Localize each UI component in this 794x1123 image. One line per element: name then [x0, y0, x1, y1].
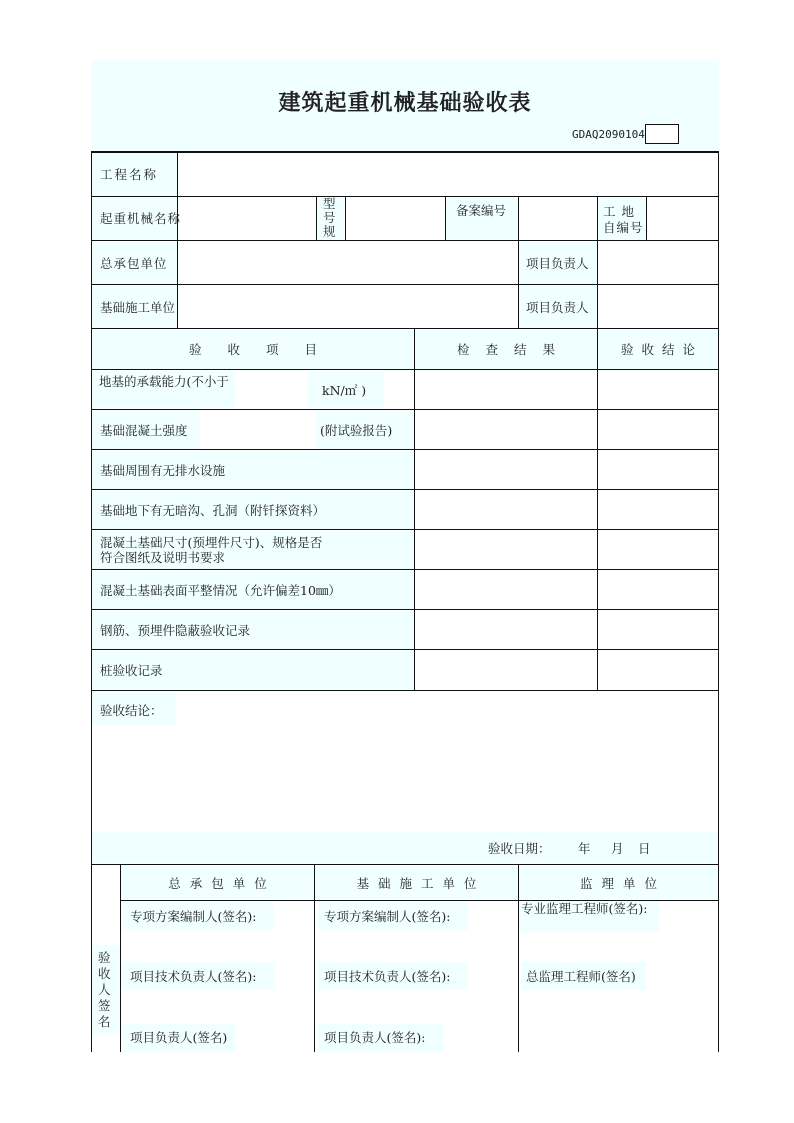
pm2-field[interactable] — [598, 285, 718, 328]
item-concrete-note: (附试验报告) — [320, 423, 393, 438]
rule — [91, 529, 719, 530]
item-bearing-unit: kN/㎡ ) — [322, 383, 367, 398]
rule — [91, 569, 719, 570]
rule — [316, 196, 317, 240]
rule — [120, 864, 121, 1052]
form-code-box[interactable] — [645, 124, 679, 144]
date-year: 年 — [578, 841, 591, 856]
items-header-result: 检 查 结 果 — [457, 342, 555, 357]
model-label: 型号规 — [323, 196, 336, 239]
form-code: GDAQ2090104 — [572, 128, 645, 141]
acceptance-date-label: 验收日期： — [488, 841, 551, 856]
item-bearing: 地基的承载能力(不小于 — [99, 374, 229, 389]
rule — [91, 369, 719, 370]
item-pile: 桩验收记录 — [100, 663, 163, 678]
record-no-label: 备案编号 — [456, 203, 507, 218]
cell-bg — [92, 832, 718, 863]
general-contractor-label: 总承包单位 — [100, 256, 168, 271]
sig-c1-plan-author: 专项方案编制人(签名): — [130, 909, 257, 924]
conclusion-label: 验收结论： — [100, 703, 163, 718]
rule — [91, 328, 719, 329]
sig-c2-tech-lead: 项目技术负责人(签名): — [324, 969, 451, 984]
signatures-side-label: 验收人签名 — [98, 950, 111, 1029]
sig-c1-tech-lead: 项目技术负责人(签名): — [130, 969, 257, 984]
sig-col-supervision: 监 理 单 位 — [580, 876, 657, 891]
rule — [91, 449, 719, 450]
general-contractor-field[interactable] — [178, 241, 518, 284]
sig-col-general: 总 承 包 单 位 — [168, 876, 267, 891]
item-drainage: 基础周围有无排水设施 — [100, 463, 226, 478]
project-name-label: 工程名称 — [100, 167, 159, 182]
rule — [91, 649, 719, 650]
foundation-contractor-label: 基础施工单位 — [100, 300, 176, 315]
date-day: 日 — [638, 841, 651, 856]
rule — [597, 328, 598, 690]
model-field[interactable] — [346, 197, 445, 240]
sig-c2-pm: 项目负责人(签名): — [324, 1030, 426, 1045]
foundation-contractor-field[interactable] — [178, 285, 518, 328]
item-underground: 基础地下有无暗沟、孔洞（附钎探资料） — [100, 503, 326, 518]
rule — [414, 328, 415, 690]
rule — [91, 690, 719, 691]
page-title: 建筑起重机械基础验收表 — [278, 91, 532, 116]
rule — [91, 609, 719, 610]
pm1-field[interactable] — [598, 241, 718, 284]
date-month: 月 — [611, 841, 624, 856]
conclusion-field[interactable] — [92, 728, 718, 830]
item-size: 混凝土基础尺寸(预埋件尺寸)、规格是否符合图纸及说明书要求 — [100, 535, 323, 565]
item-concrete: 基础混凝土强度 — [100, 423, 188, 438]
pm1-label: 项目负责人 — [526, 256, 589, 271]
sig-col-foundation: 基 础 施 工 单 位 — [356, 876, 477, 891]
site-no-field[interactable] — [647, 197, 718, 240]
sig-c2-plan-author: 专项方案编制人(签名): — [324, 909, 451, 924]
sig-c3-chief-supervisor: 总监理工程师(签名) — [526, 969, 636, 984]
record-no-field[interactable] — [519, 197, 597, 240]
rule — [718, 151, 719, 1052]
rule — [314, 864, 315, 1052]
item-rebar: 钢筋、预埋件隐蔽验收记录 — [100, 623, 251, 638]
rule — [91, 864, 719, 865]
crane-name-label: 起重机械名称 — [100, 211, 182, 226]
rule — [91, 151, 92, 1052]
rule — [91, 409, 719, 410]
crane-name-field[interactable] — [178, 197, 316, 240]
items-header-conclusion: 验 收 结 论 — [621, 342, 695, 357]
items-header-item: 验 收 项 目 — [189, 342, 317, 357]
site-no-label: 工 地自编号 — [603, 204, 644, 235]
rule — [518, 864, 519, 1052]
sig-c3-supervisor: 专业监理工程师(签名): — [521, 901, 648, 916]
pm2-label: 项目负责人 — [526, 300, 589, 315]
project-name-field[interactable] — [178, 152, 718, 196]
item-flatness: 混凝土基础表面平整情况（允许偏差10㎜） — [100, 583, 341, 598]
sig-c1-pm: 项目负责人(签名) — [130, 1030, 228, 1045]
rule — [445, 196, 446, 240]
rule — [91, 489, 719, 490]
